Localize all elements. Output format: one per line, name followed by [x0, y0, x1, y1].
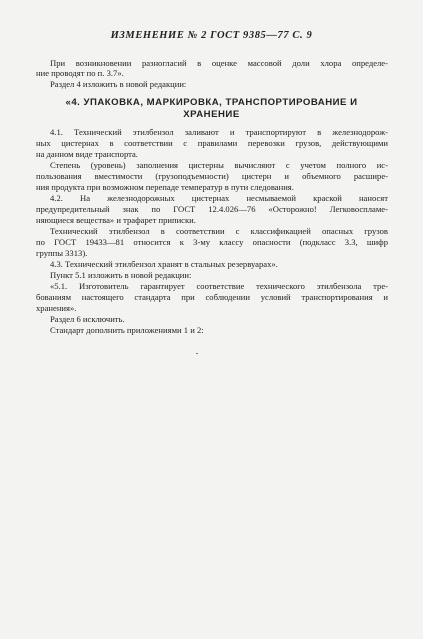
- text-line: на данном виде транспорта.: [36, 149, 138, 159]
- page-header: ИЗМЕНЕНИЕ № 2 ГОСТ 9385—77 С. 9: [110, 30, 313, 41]
- text-line: Технический этилбензол в соответствии с классификацией опасных грузов: [50, 226, 388, 236]
- text-line: «5.1. Изготовитель гарантирует соответствие технического этилбензола тре-: [50, 281, 388, 291]
- text-line: ных цистернах в соответствии с правилами перевозки грузов, действующими: [36, 138, 388, 148]
- text-line: 4.2. На железнодорожных цистернах несмываемой краской наносят: [50, 193, 388, 203]
- text-line: Раздел 4 изложить в новой редакции:: [50, 79, 187, 89]
- text-line: группы 3313).: [36, 248, 88, 258]
- section-title: «4. УПАКОВКА, МАРКИРОВКА, ТРАНСПОРТИРОВАНИЕ И: [65, 97, 358, 108]
- text-line: Степень (уровень) заполнения цистерны вычисляют с учетом полного ис-: [50, 160, 388, 170]
- text-line: Стандарт дополнить приложениями 1 и 2:: [50, 325, 204, 335]
- text-line: пользования вместимости (грузоподъемности) цистерн и объемного расшире-: [36, 171, 388, 181]
- text-line: Раздел 6 исключить.: [50, 314, 125, 324]
- text-line: 4.3. Технический этилбензол хранят в стальных резервуарах».: [50, 259, 278, 269]
- text-line: няющиеся вещества» и трафарет приписки.: [36, 215, 196, 225]
- text-line: ния продукта при возможном перепаде температур в пути следования.: [36, 182, 294, 192]
- text-line: хранения».: [36, 303, 77, 313]
- text-line: ние проводят по п. 3.7».: [36, 68, 124, 78]
- text-line: предупредительный знак по ГОСТ 12.4.026—76 «Осторожно! Легковоспламе-: [36, 204, 388, 214]
- page-speck: [196, 353, 198, 354]
- text-line: по ГОСТ 19433—81 относится к 3-му классу опасности (подкласс 3.3, шифр: [36, 237, 388, 247]
- section-title: ХРАНЕНИЕ: [183, 109, 240, 120]
- text-line: При возникновении разногласий в оценке массовой доли хлора определе-: [50, 58, 388, 68]
- text-line: бованиям настоящего стандарта при соблюдении условий транспортирования и: [36, 292, 388, 302]
- text-line: Пункт 5.1 изложить в новой редакции:: [50, 270, 192, 280]
- text-line: 4.1. Технический этилбензол заливают и транспортируют в железнодорож-: [50, 127, 388, 137]
